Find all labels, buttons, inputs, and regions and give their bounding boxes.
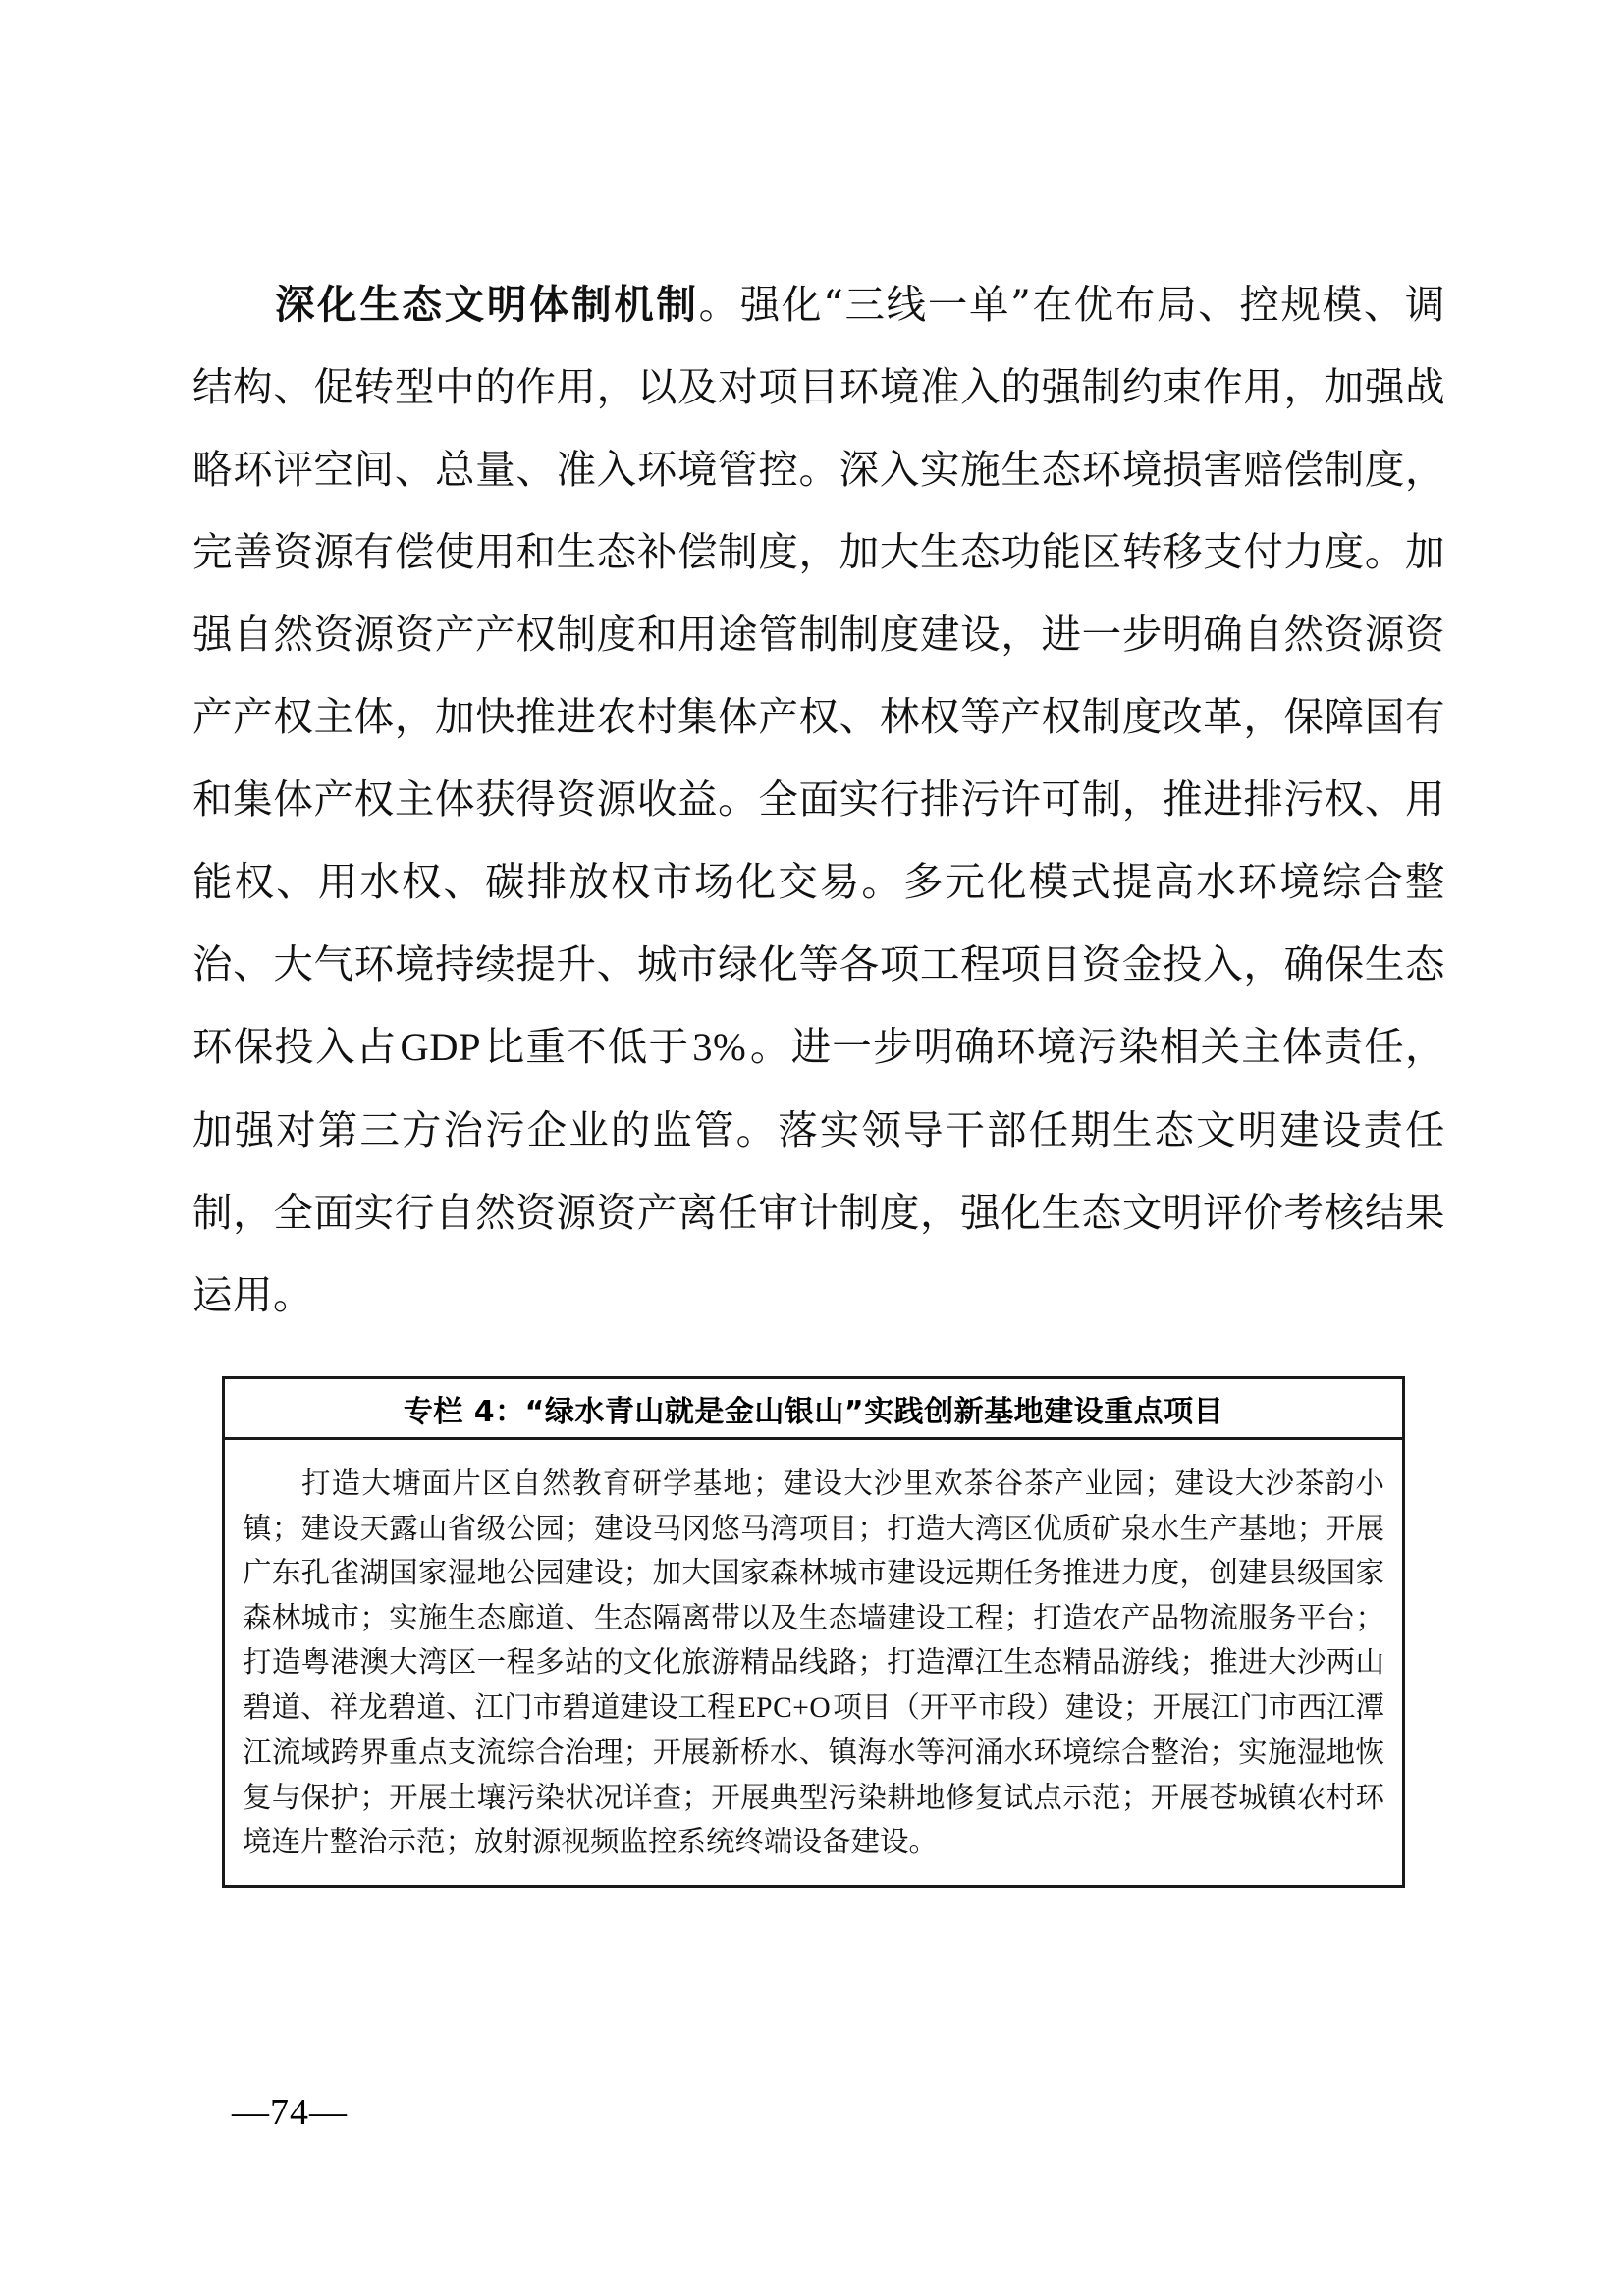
- callout-paragraph: [243, 1462, 1384, 1865]
- paragraph-text-after-term: 比重不低于: [484, 1023, 690, 1070]
- callout-box: [222, 1376, 1405, 1888]
- callout-title-row: [225, 1379, 1402, 1440]
- main-paragraph: [192, 263, 1445, 1336]
- epc-o-term: EPC+O: [737, 1691, 832, 1724]
- main-text-region: [192, 263, 1445, 1336]
- paragraph-lead-in: 深化生态文明体制机制: [275, 281, 699, 328]
- paragraph-text-body: 。强化“三线一单”在优布局、控规模、调结构、促转型中的作用，以及对项目环境准入的强制约束作用，加强战略环评空间、总量、准入环境管控。深入实施生态环境损害赔偿制度，完善资源有偿使用和生态补偿制度，加大生态功能区转移支付力度。加强自然资源资产产权制度和用途管制制度建设，进一步明确自然资源资产产权主体，加快推进农村集体产权、林权等产权制度改革，保障国有和集体产权主体获得资源收益。全面实行排污许可制，推进排污权、用能权、用水权、碳排放权市场化交易。多元化模式提高水环境综合整治、大气环境持续提升、城市绿化等各项工程项目资金投入，确保生态环保投入占: [192, 281, 1445, 1070]
- gdp-term: GDP: [400, 1025, 482, 1069]
- callout-body-region: [225, 1440, 1402, 1885]
- paragraph-text-tail: 。进一步明确环境污染相关主体责任，加强对第三方治污企业的监管。落实领导干部任期生态文明建设责任制，全面实行自然资源资产离任审计制度，强化生态文明评价考核结果运用。: [192, 1023, 1446, 1318]
- percentage-value: 3%: [692, 1025, 747, 1069]
- callout-text-part2: 项目（开平市段）建设；开展江门市西江潭江流域跨界重点支流综合治理；开展新桥水、镇海水等河涌水环境综合整治；实施湿地恢复与保护；开展土壤污染状况详查；开展典型污染耕地修复试点示范；开展苍城镇农村环境连片整治示范；放射源视频监控系统终端设备建设。: [243, 1689, 1384, 1858]
- page-number: —74—: [232, 2092, 348, 2133]
- callout-text-part1: 打造大塘面片区自然教育研学基地；建设大沙里欢茶谷茶产业园；建设大沙茶韵小镇；建设天露山省级公园；建设马冈悠马湾项目；打造大湾区优质矿泉水生产基地；开展广东孔雀湖国家湿地公园建设；加大国家森林城市建设远期任务推进力度，创建县级国家森林城市；实施生态廊道、生态隔离带以及生态墙建设工程；打造农产品物流服务平台；打造粤港澳大湾区一程多站的文化旅游精品线路；打造潭江生态精品游线；推进大沙两山碧道、祥龙碧道、江门市碧道建设工程: [243, 1467, 1384, 1724]
- callout-title: 专栏 4：“绿水青山就是金山银山”实践创新基地建设重点项目: [403, 1394, 1224, 1429]
